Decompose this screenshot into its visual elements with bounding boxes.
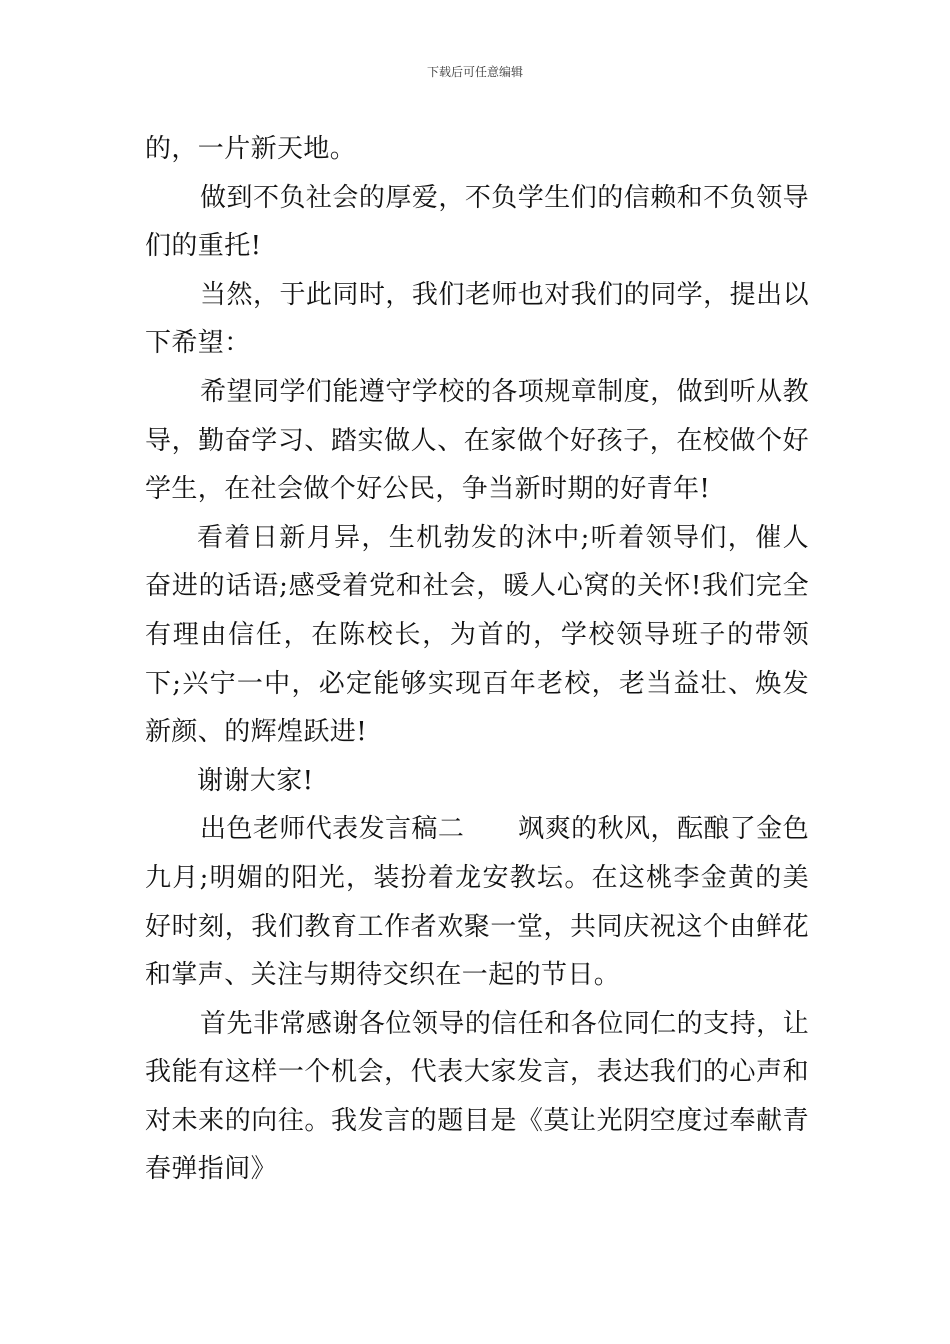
paragraph: 看着日新月异，生机勃发的沐中;听着领导们，催人奋进的话语;感受着党和社会，暖人心窝的关怀!我们完全有理由信任，在陈校长，为首的，学校领导班子的带领下;兴宁一中，必定能够实现百年老校，老当益壮、焕发新颜、的辉煌跃进! [145,522,809,748]
page-header: 下载后可任意编辑 [426,65,523,79]
paragraph: 谢谢大家! [197,765,314,796]
paragraph: 首先非常感谢各位领导的信任和各位同仁的支持，让我能有这样一个机会，代表大家发言，表达我们的心声和对未来的向往。我发言的题目是《莫让光阴空度过奉献青春弹指间》 [145,1008,809,1185]
paragraph: 希望同学们能遵守学校的各项规章制度，做到听从教导，勤奋学习、踏实做人、在家做个好孩子，在校做个好学生，在社会做个好公民，争当新时期的好青年! [145,376,809,505]
paragraph: 的，一片新天地。 [145,134,357,164]
section-paragraph [145,805,809,999]
paragraph: 当然，于此同时，我们老师也对我们的同学，提出以下希望： [145,279,809,359]
section-text: 飒爽的秋风，酝酿了金色九月;明媚的阳光，装扮着龙安教坛。在这桃李金黄的美好时刻，我们教育工作者欢聚一堂，共同庆祝这个由鲜花和掌声、关注与期待交织在一起的节日。 [145,814,809,991]
paragraph: 做到不负社会的厚爱，不负学生们的信赖和不负领导们的重托! [145,182,809,262]
section-title: 出色老师代表发言稿二 [200,814,465,845]
document-body [145,125,809,1194]
